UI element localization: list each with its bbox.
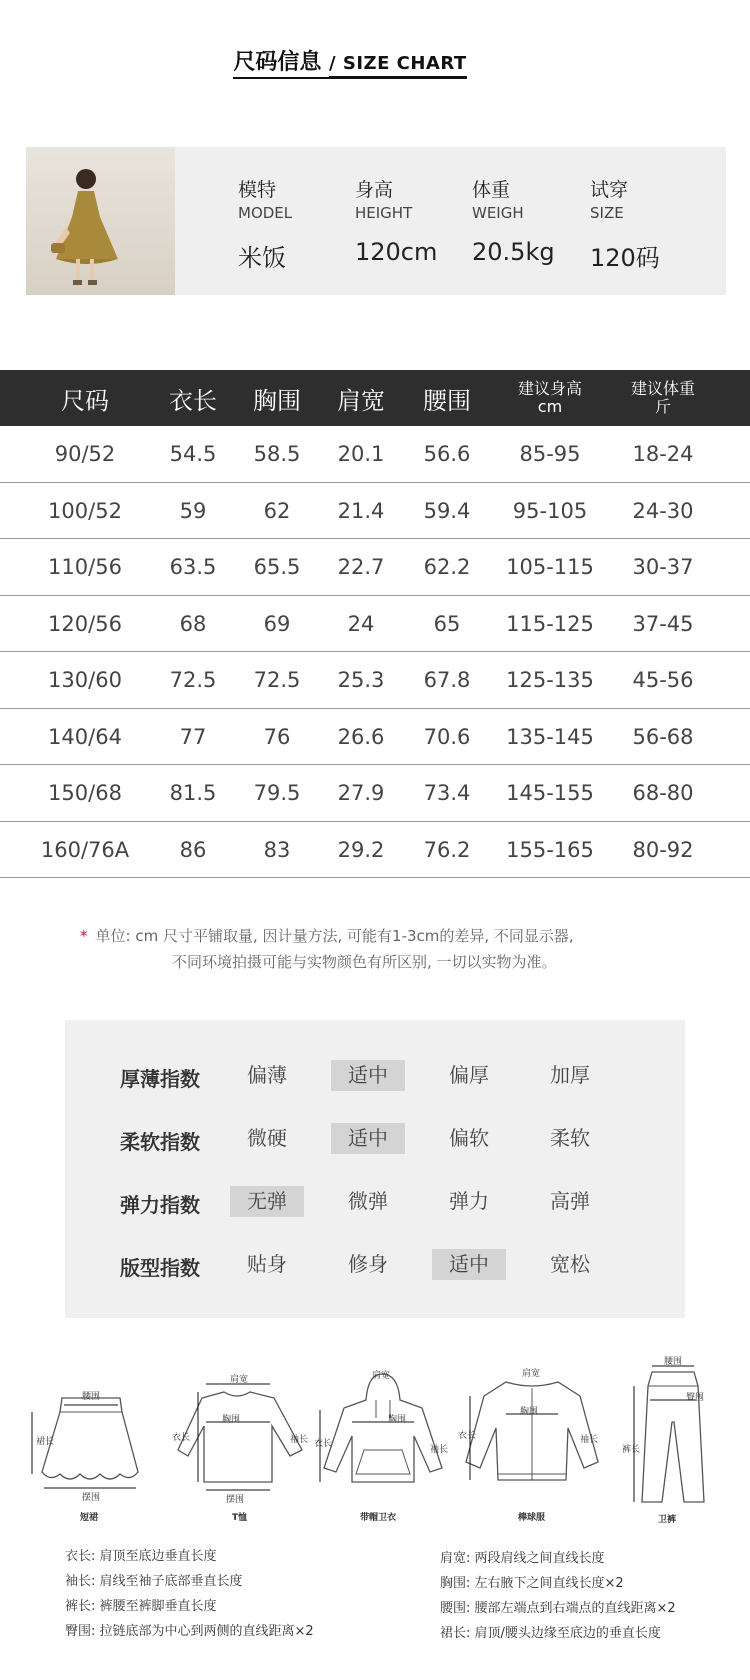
table-cell: 69 — [263, 611, 291, 636]
table-cell: 22.7 — [337, 555, 385, 579]
diagram-name: 棒球服 — [518, 1513, 546, 1523]
table-cell: 24 — [347, 611, 375, 636]
table-cell: 65 — [433, 611, 461, 636]
table-cell: 30-37 — [632, 555, 694, 579]
mark-label: 衣长 — [458, 1431, 477, 1441]
index-label: 版型指数 — [120, 1256, 200, 1280]
table-cell: 45-56 — [632, 668, 694, 692]
table-cell: 79.5 — [253, 781, 301, 805]
definition-item: 裤长: 裤腰至裤脚垂直长度 — [65, 1599, 217, 1614]
index-option: 修身 — [348, 1252, 388, 1276]
mark-label: 袖长 — [580, 1435, 599, 1445]
mark-label: 胸围 — [222, 1415, 241, 1425]
mark-label: 裙长 — [36, 1437, 55, 1447]
table-cell: 25.3 — [337, 668, 385, 692]
model-col-weight — [472, 175, 555, 266]
index-option: 贴身 — [247, 1252, 287, 1276]
table-cell: 105-115 — [506, 555, 594, 579]
table-cell: 110/56 — [48, 555, 122, 579]
table-cell: 81.5 — [169, 781, 217, 805]
table-cell: 115-125 — [506, 611, 594, 636]
diagram-name: 卫裤 — [658, 1515, 677, 1525]
index-option: 柔软 — [550, 1126, 590, 1150]
table-cell: 155-165 — [506, 837, 594, 862]
table-cell: 125-135 — [506, 668, 594, 692]
model-photo — [26, 147, 175, 295]
note-line1: 单位: cm 尺寸平铺取量, 因计量方法, 可能有1-3cm的差异, 不同显示器, — [95, 927, 574, 945]
index-option: 高弹 — [550, 1189, 590, 1213]
index-label: 弹力指数 — [120, 1193, 200, 1217]
table-cell: 120/56 — [48, 611, 122, 636]
table-cell: 95-105 — [512, 498, 588, 523]
model-label-en: MODEL — [238, 204, 293, 222]
mark-label: 胸围 — [520, 1407, 539, 1417]
model-value: 120码 — [590, 244, 660, 272]
table-cell: 56-68 — [632, 724, 694, 749]
header-chest: 胸围 — [253, 386, 301, 415]
mark-label: 衣长 — [314, 1439, 333, 1449]
index-label: 厚薄指数 — [120, 1067, 200, 1091]
skirt-diagram — [30, 1380, 155, 1523]
index-option: 宽松 — [550, 1252, 590, 1276]
table-row — [0, 652, 750, 709]
model-col-size — [590, 175, 660, 273]
table-cell: 72.5 — [169, 668, 217, 692]
table-cell: 86 — [179, 837, 207, 862]
table-cell: 63.5 — [169, 555, 217, 579]
mark-label: 肩宽 — [230, 1375, 249, 1385]
table-cell: 135-145 — [506, 724, 594, 749]
index-option: 微弹 — [348, 1189, 388, 1213]
garment-diagrams — [0, 1357, 750, 1540]
table-row — [0, 596, 750, 653]
table-cell: 37-45 — [632, 611, 694, 636]
header-length: 衣长 — [169, 386, 217, 415]
size-table-header — [0, 370, 750, 426]
definition-item: 胸围: 左右腋下之间直线长度×2 — [440, 1576, 624, 1591]
table-row — [0, 539, 750, 596]
mark-label: 臀围 — [686, 1393, 705, 1403]
fabric-index-panel — [65, 1020, 685, 1318]
definition-item: 袖长: 肩线至袖子底部垂直长度 — [65, 1574, 243, 1589]
note-star: * — [80, 927, 88, 945]
table-cell: 83 — [263, 837, 291, 862]
definition-item: 腰围: 腰部左端点到右端点的直线距离×2 — [440, 1601, 676, 1616]
page-title — [0, 45, 700, 76]
table-cell: 77 — [179, 724, 207, 749]
table-cell: 72.5 — [253, 668, 301, 692]
hoodie-diagram — [314, 1370, 449, 1523]
jacket-diagram — [458, 1368, 602, 1523]
index-option-selected: 无弹 — [230, 1186, 304, 1217]
index-option: 加厚 — [550, 1063, 590, 1087]
table-cell: 29.2 — [337, 837, 385, 862]
table-cell: 140/64 — [48, 724, 122, 749]
model-value: 米饭 — [238, 244, 286, 272]
table-cell: 145-155 — [506, 781, 594, 805]
model-info-panel — [26, 147, 726, 295]
table-cell: 70.6 — [423, 724, 471, 749]
table-cell: 130/60 — [48, 668, 122, 692]
mark-label: 摆围 — [226, 1495, 245, 1505]
mark-label: 腰围 — [82, 1392, 101, 1402]
pants-diagram — [622, 1357, 718, 1525]
table-cell: 62 — [263, 498, 291, 523]
header-weight: 建议体重 斤 — [630, 379, 695, 416]
table-cell: 18-24 — [632, 442, 694, 466]
table-cell: 27.9 — [337, 781, 385, 805]
mark-label: 袖长 — [430, 1445, 449, 1455]
index-label: 柔软指数 — [120, 1130, 200, 1154]
model-col-name — [238, 175, 292, 273]
model-label-en: SIZE — [590, 204, 624, 222]
mark-label: 腰围 — [664, 1357, 683, 1367]
table-row — [0, 822, 750, 879]
table-cell: 80-92 — [632, 837, 694, 862]
mark-label: 裤长 — [622, 1445, 641, 1455]
index-option: 微硬 — [247, 1126, 287, 1150]
index-option: 偏软 — [449, 1126, 489, 1150]
table-cell: 68 — [179, 611, 207, 636]
model-label-zh: 体重 — [472, 179, 511, 201]
table-cell: 160/76A — [40, 837, 130, 862]
table-cell: 56.6 — [423, 442, 471, 466]
tshirt-diagram — [170, 1370, 310, 1523]
table-cell: 62.2 — [423, 555, 471, 579]
table-cell: 26.6 — [337, 724, 385, 749]
definition-item: 臀围: 拉链底部为中心到两侧的直线距离×2 — [65, 1624, 314, 1639]
model-label-zh: 身高 — [355, 179, 394, 201]
table-cell: 90/52 — [54, 442, 116, 466]
definition-item: 衣长: 肩顶至底边垂直长度 — [65, 1549, 217, 1564]
model-label-zh: 试穿 — [590, 179, 629, 201]
note-line2: 不同环境拍摄可能与实物颜色有所区别, 一切以实物为准。 — [172, 953, 557, 971]
model-value: 20.5kg — [472, 238, 555, 266]
table-cell: 59.4 — [423, 498, 471, 523]
table-cell: 76 — [263, 724, 291, 749]
model-label-en: HEIGHT — [355, 204, 413, 222]
mark-label: 胸围 — [388, 1415, 407, 1425]
table-cell: 85-95 — [519, 442, 581, 466]
table-cell: 20.1 — [337, 442, 385, 466]
definition-item: 肩宽: 两段肩线之间直线长度 — [440, 1551, 605, 1566]
table-row — [0, 709, 750, 766]
table-row — [0, 765, 750, 822]
model-col-height — [355, 175, 437, 266]
table-cell: 65.5 — [253, 555, 301, 579]
model-value: 120cm — [355, 238, 438, 266]
header-waist: 腰围 — [423, 386, 471, 415]
header-shoulder: 肩宽 — [337, 386, 385, 415]
index-option-selected: 适中 — [331, 1123, 405, 1154]
title-zh: 尺码信息 — [233, 50, 321, 79]
table-cell: 68-80 — [632, 781, 694, 805]
title-en: / SIZE CHART — [329, 53, 467, 78]
diagram-name: T恤 — [232, 1513, 248, 1523]
mark-label: 肩宽 — [372, 1371, 391, 1381]
diagram-name: 短裙 — [80, 1513, 99, 1523]
table-cell: 24-30 — [632, 498, 694, 523]
index-option: 偏厚 — [449, 1063, 489, 1087]
header-height: 建议身高 cm — [517, 379, 582, 416]
table-cell: 59 — [179, 498, 207, 523]
header-size: 尺码 — [61, 386, 109, 415]
model-label-en: WEIGH — [472, 204, 524, 222]
index-option-selected: 适中 — [432, 1249, 506, 1280]
table-cell: 150/68 — [48, 781, 122, 805]
index-option-selected: 适中 — [331, 1060, 405, 1091]
table-cell: 58.5 — [253, 442, 301, 466]
mark-label: 摆围 — [82, 1493, 101, 1503]
table-row — [0, 426, 750, 483]
mark-label: 袖长 — [290, 1435, 309, 1445]
definition-item: 裙长: 肩顶/腰头边缘至底边的垂直长度 — [440, 1626, 661, 1641]
table-row — [0, 483, 750, 540]
diagram-name: 带帽卫衣 — [360, 1513, 397, 1523]
model-label-zh: 模特 — [238, 179, 277, 201]
index-option: 弹力 — [449, 1189, 489, 1213]
table-cell: 100/52 — [48, 498, 122, 523]
table-cell: 67.8 — [423, 668, 471, 692]
table-cell: 76.2 — [423, 837, 471, 862]
table-cell: 54.5 — [169, 442, 217, 466]
table-cell: 73.4 — [423, 781, 471, 805]
mark-label: 肩宽 — [522, 1369, 541, 1379]
index-option: 偏薄 — [247, 1063, 287, 1087]
table-cell: 21.4 — [337, 498, 385, 523]
mark-label: 衣长 — [172, 1433, 191, 1443]
